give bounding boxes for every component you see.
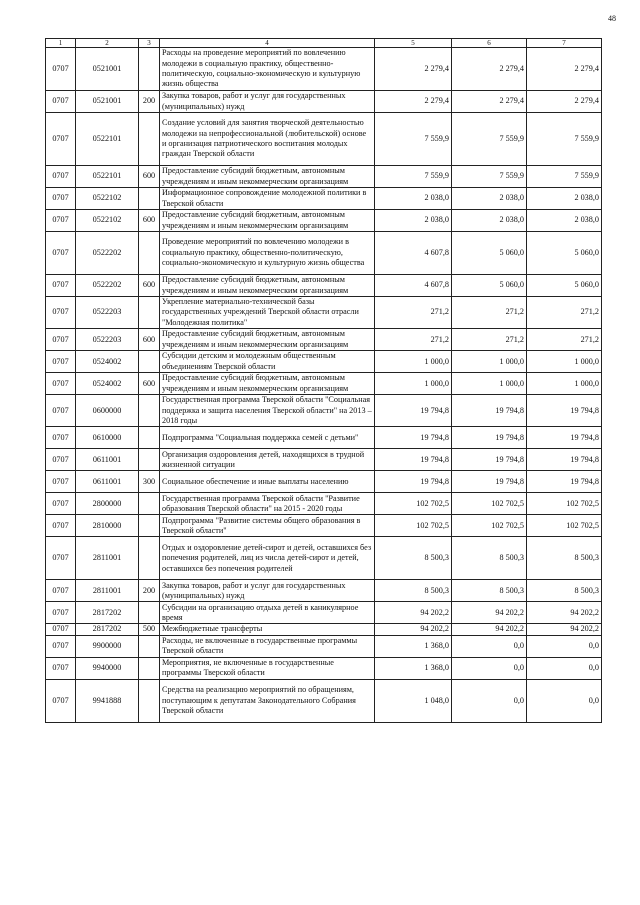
target-code: 2811001 xyxy=(76,580,139,602)
amount-1: 2 038,0 xyxy=(375,210,452,232)
amount-2: 2 279,4 xyxy=(452,48,527,91)
amount-2: 1 000,0 xyxy=(452,373,527,395)
section-code: 0707 xyxy=(46,48,76,91)
amount-2: 19 794,8 xyxy=(452,471,527,493)
amount-3: 0,0 xyxy=(527,679,602,722)
target-code: 0521001 xyxy=(76,48,139,91)
amount-2: 5 060,0 xyxy=(452,232,527,275)
table-row xyxy=(46,395,602,427)
amount-2: 19 794,8 xyxy=(452,449,527,471)
expense-type: 600 xyxy=(139,275,160,297)
amount-2: 2 279,4 xyxy=(452,91,527,113)
target-code: 9900000 xyxy=(76,635,139,657)
section-code: 0707 xyxy=(46,113,76,166)
amount-1: 2 279,4 xyxy=(375,91,452,113)
amount-1: 271,2 xyxy=(375,297,452,329)
expense-type xyxy=(139,297,160,329)
section-code: 0707 xyxy=(46,427,76,449)
section-code: 0707 xyxy=(46,515,76,537)
table-row xyxy=(46,113,602,166)
target-code: 0610000 xyxy=(76,427,139,449)
amount-1: 1 048,0 xyxy=(375,679,452,722)
target-code: 0521001 xyxy=(76,91,139,113)
item-name: Межбюджетные трансферты xyxy=(160,624,375,635)
amount-3: 94 202,2 xyxy=(527,602,602,624)
section-code: 0707 xyxy=(46,351,76,373)
section-code: 0707 xyxy=(46,373,76,395)
header-col-5: 5 xyxy=(375,39,452,48)
amount-3: 5 060,0 xyxy=(527,275,602,297)
amount-1: 1 000,0 xyxy=(375,373,452,395)
section-code: 0707 xyxy=(46,275,76,297)
header-col-6: 6 xyxy=(452,39,527,48)
amount-2: 5 060,0 xyxy=(452,275,527,297)
section-code: 0707 xyxy=(46,657,76,679)
expense-type xyxy=(139,449,160,471)
amount-2: 271,2 xyxy=(452,329,527,351)
item-name: Укрепление материально-технической базы государственных учреждений Тверской области отрасли "Молодежная политика" xyxy=(160,297,375,329)
table-row xyxy=(46,91,602,113)
amount-2: 1 000,0 xyxy=(452,351,527,373)
header-col-4: 4 xyxy=(160,39,375,48)
amount-2: 94 202,2 xyxy=(452,602,527,624)
expense-type xyxy=(139,537,160,580)
amount-2: 7 559,9 xyxy=(452,113,527,166)
amount-3: 0,0 xyxy=(527,635,602,657)
item-name: Предоставление субсидий бюджетным, автономным учреждениям и иным некоммерческим организациям xyxy=(160,166,375,188)
amount-1: 2 279,4 xyxy=(375,48,452,91)
target-code: 9941888 xyxy=(76,679,139,722)
target-code: 0522101 xyxy=(76,166,139,188)
amount-1: 94 202,2 xyxy=(375,602,452,624)
table-row xyxy=(46,493,602,515)
section-code: 0707 xyxy=(46,449,76,471)
table-header-row xyxy=(46,39,602,48)
amount-3: 19 794,8 xyxy=(527,449,602,471)
section-code: 0707 xyxy=(46,210,76,232)
amount-1: 19 794,8 xyxy=(375,427,452,449)
amount-2: 8 500,3 xyxy=(452,580,527,602)
amount-3: 19 794,8 xyxy=(527,395,602,427)
item-name: Предоставление субсидий бюджетным, автономным учреждениям и иным некоммерческим организациям xyxy=(160,329,375,351)
amount-2: 0,0 xyxy=(452,635,527,657)
amount-3: 2 038,0 xyxy=(527,210,602,232)
target-code: 2810000 xyxy=(76,515,139,537)
item-name: Государственная программа Тверской области "Развитие образования Тверской области" на 2015 - 2020 годы xyxy=(160,493,375,515)
expense-type xyxy=(139,635,160,657)
amount-3: 271,2 xyxy=(527,297,602,329)
budget-table xyxy=(45,38,602,723)
amount-3: 5 060,0 xyxy=(527,232,602,275)
amount-1: 4 607,8 xyxy=(375,232,452,275)
amount-2: 19 794,8 xyxy=(452,427,527,449)
expense-type xyxy=(139,232,160,275)
amount-1: 102 702,5 xyxy=(375,515,452,537)
amount-3: 8 500,3 xyxy=(527,537,602,580)
amount-3: 1 000,0 xyxy=(527,351,602,373)
amount-1: 19 794,8 xyxy=(375,471,452,493)
item-name: Информационное сопровождение молодежной политики в Тверской области xyxy=(160,188,375,210)
expense-type xyxy=(139,427,160,449)
amount-3: 19 794,8 xyxy=(527,427,602,449)
amount-1: 7 559,9 xyxy=(375,113,452,166)
table-row xyxy=(46,624,602,635)
target-code: 0522203 xyxy=(76,329,139,351)
table-row xyxy=(46,515,602,537)
expense-type xyxy=(139,351,160,373)
table-row xyxy=(46,657,602,679)
item-name: Закупка товаров, работ и услуг для государственных (муниципальных) нужд xyxy=(160,580,375,602)
table-row xyxy=(46,427,602,449)
section-code: 0707 xyxy=(46,395,76,427)
item-name: Отдых и оздоровление детей-сирот и детей, оставшихся без попечения родителей, лиц из числа детей-сирот и детей, оставшихся без попечения родителей xyxy=(160,537,375,580)
item-name: Организация оздоровления детей, находящихся в трудной жизненной ситуации xyxy=(160,449,375,471)
target-code: 0524002 xyxy=(76,373,139,395)
expense-type: 600 xyxy=(139,373,160,395)
expense-type xyxy=(139,113,160,166)
amount-3: 7 559,9 xyxy=(527,113,602,166)
section-code: 0707 xyxy=(46,493,76,515)
expense-type xyxy=(139,48,160,91)
target-code: 0600000 xyxy=(76,395,139,427)
amount-1: 19 794,8 xyxy=(375,395,452,427)
expense-type: 500 xyxy=(139,624,160,635)
target-code: 0522202 xyxy=(76,232,139,275)
amount-1: 4 607,8 xyxy=(375,275,452,297)
amount-3: 0,0 xyxy=(527,657,602,679)
amount-2: 7 559,9 xyxy=(452,166,527,188)
page-number: 48 xyxy=(608,14,616,23)
amount-3: 8 500,3 xyxy=(527,580,602,602)
expense-type xyxy=(139,602,160,624)
item-name: Мероприятия, не включенные в государственные программы Тверской области xyxy=(160,657,375,679)
item-name: Субсидии на организацию отдыха детей в каникулярное время xyxy=(160,602,375,624)
table-row xyxy=(46,373,602,395)
expense-type xyxy=(139,188,160,210)
amount-3: 1 000,0 xyxy=(527,373,602,395)
amount-1: 8 500,3 xyxy=(375,580,452,602)
target-code: 2817202 xyxy=(76,624,139,635)
table-row xyxy=(46,351,602,373)
item-name: Субсидии детским и молодежным общественным объединениям Тверской области xyxy=(160,351,375,373)
amount-1: 1 368,0 xyxy=(375,657,452,679)
target-code: 0522203 xyxy=(76,297,139,329)
item-name: Закупка товаров, работ и услуг для государственных (муниципальных) нужд xyxy=(160,91,375,113)
section-code: 0707 xyxy=(46,537,76,580)
amount-1: 94 202,2 xyxy=(375,624,452,635)
amount-1: 19 794,8 xyxy=(375,449,452,471)
target-code: 9940000 xyxy=(76,657,139,679)
expense-type xyxy=(139,679,160,722)
expense-type: 200 xyxy=(139,91,160,113)
item-name: Предоставление субсидий бюджетным, автономным учреждениям и иным некоммерческим организациям xyxy=(160,373,375,395)
section-code: 0707 xyxy=(46,471,76,493)
table-row xyxy=(46,679,602,722)
amount-3: 102 702,5 xyxy=(527,515,602,537)
table-row xyxy=(46,166,602,188)
amount-1: 8 500,3 xyxy=(375,537,452,580)
item-name: Социальное обеспечение и иные выплаты населению xyxy=(160,471,375,493)
table-row xyxy=(46,580,602,602)
amount-2: 0,0 xyxy=(452,657,527,679)
expense-type: 600 xyxy=(139,210,160,232)
section-code: 0707 xyxy=(46,679,76,722)
target-code: 0522202 xyxy=(76,275,139,297)
amount-3: 2 279,4 xyxy=(527,48,602,91)
section-code: 0707 xyxy=(46,91,76,113)
amount-3: 19 794,8 xyxy=(527,471,602,493)
amount-3: 2 038,0 xyxy=(527,188,602,210)
expense-type xyxy=(139,657,160,679)
section-code: 0707 xyxy=(46,297,76,329)
table-row xyxy=(46,449,602,471)
expense-type xyxy=(139,493,160,515)
section-code: 0707 xyxy=(46,166,76,188)
amount-1: 1 368,0 xyxy=(375,635,452,657)
target-code: 0611001 xyxy=(76,471,139,493)
item-name: Государственная программа Тверской области "Социальная поддержка и защита населения Тверской области" на 2013 – 2018 годы xyxy=(160,395,375,427)
table-row xyxy=(46,471,602,493)
target-code: 0522101 xyxy=(76,113,139,166)
table-row xyxy=(46,297,602,329)
table-row xyxy=(46,635,602,657)
table-row xyxy=(46,210,602,232)
section-code: 0707 xyxy=(46,602,76,624)
target-code: 0611001 xyxy=(76,449,139,471)
table-row xyxy=(46,602,602,624)
header-col-3: 3 xyxy=(139,39,160,48)
amount-3: 7 559,9 xyxy=(527,166,602,188)
target-code: 2800000 xyxy=(76,493,139,515)
amount-2: 19 794,8 xyxy=(452,395,527,427)
header-col-2: 2 xyxy=(76,39,139,48)
item-name: Создание условий для занятия творческой деятельностью молодежи на непрофессиональной (любительской) основе и организация патриотического воспитания молодых граждан Тверской области xyxy=(160,113,375,166)
target-code: 0524002 xyxy=(76,351,139,373)
target-code: 2817202 xyxy=(76,602,139,624)
item-name: Расходы, не включенные в государственные программы Тверской области xyxy=(160,635,375,657)
amount-2: 102 702,5 xyxy=(452,493,527,515)
section-code: 0707 xyxy=(46,635,76,657)
expense-type: 600 xyxy=(139,329,160,351)
item-name: Подпрограмма "Развитие системы общего образования в Тверской области" xyxy=(160,515,375,537)
amount-3: 102 702,5 xyxy=(527,493,602,515)
amount-1: 7 559,9 xyxy=(375,166,452,188)
amount-2: 94 202,2 xyxy=(452,624,527,635)
section-code: 0707 xyxy=(46,624,76,635)
amount-2: 2 038,0 xyxy=(452,188,527,210)
amount-1: 271,2 xyxy=(375,329,452,351)
header-col-7: 7 xyxy=(527,39,602,48)
section-code: 0707 xyxy=(46,232,76,275)
table-row xyxy=(46,48,602,91)
amount-2: 102 702,5 xyxy=(452,515,527,537)
amount-3: 271,2 xyxy=(527,329,602,351)
item-name: Подпрограмма "Социальная поддержка семей с детьми" xyxy=(160,427,375,449)
target-code: 0522102 xyxy=(76,210,139,232)
amount-1: 102 702,5 xyxy=(375,493,452,515)
header-col-1: 1 xyxy=(46,39,76,48)
expense-type xyxy=(139,515,160,537)
target-code: 0522102 xyxy=(76,188,139,210)
table-row xyxy=(46,232,602,275)
table-row xyxy=(46,275,602,297)
table-row xyxy=(46,188,602,210)
amount-2: 8 500,3 xyxy=(452,537,527,580)
amount-2: 2 038,0 xyxy=(452,210,527,232)
section-code: 0707 xyxy=(46,188,76,210)
item-name: Средства на реализацию мероприятий по обращениям, поступающим к депутатам Законодательного Собрания Тверской области xyxy=(160,679,375,722)
item-name: Предоставление субсидий бюджетным, автономным учреждениям и иным некоммерческим организациям xyxy=(160,210,375,232)
target-code: 2811001 xyxy=(76,537,139,580)
amount-2: 0,0 xyxy=(452,679,527,722)
item-name: Проведение мероприятий по вовлечению молодежи в социальную практику, общественно-политическую, социально-экономическую и культурную жизнь общества xyxy=(160,232,375,275)
amount-1: 1 000,0 xyxy=(375,351,452,373)
expense-type: 200 xyxy=(139,580,160,602)
section-code: 0707 xyxy=(46,329,76,351)
item-name: Предоставление субсидий бюджетным, автономным учреждениям и иным некоммерческим организациям xyxy=(160,275,375,297)
item-name: Расходы на проведение мероприятий по вовлечению молодежи в социальную практику, общественно-политическую, социально-экономическую и культурную жизнь общества xyxy=(160,48,375,91)
amount-3: 94 202,2 xyxy=(527,624,602,635)
amount-2: 271,2 xyxy=(452,297,527,329)
table-row xyxy=(46,329,602,351)
amount-1: 2 038,0 xyxy=(375,188,452,210)
section-code: 0707 xyxy=(46,580,76,602)
table-row xyxy=(46,537,602,580)
expense-type: 300 xyxy=(139,471,160,493)
expense-type: 600 xyxy=(139,166,160,188)
expense-type xyxy=(139,395,160,427)
amount-3: 2 279,4 xyxy=(527,91,602,113)
